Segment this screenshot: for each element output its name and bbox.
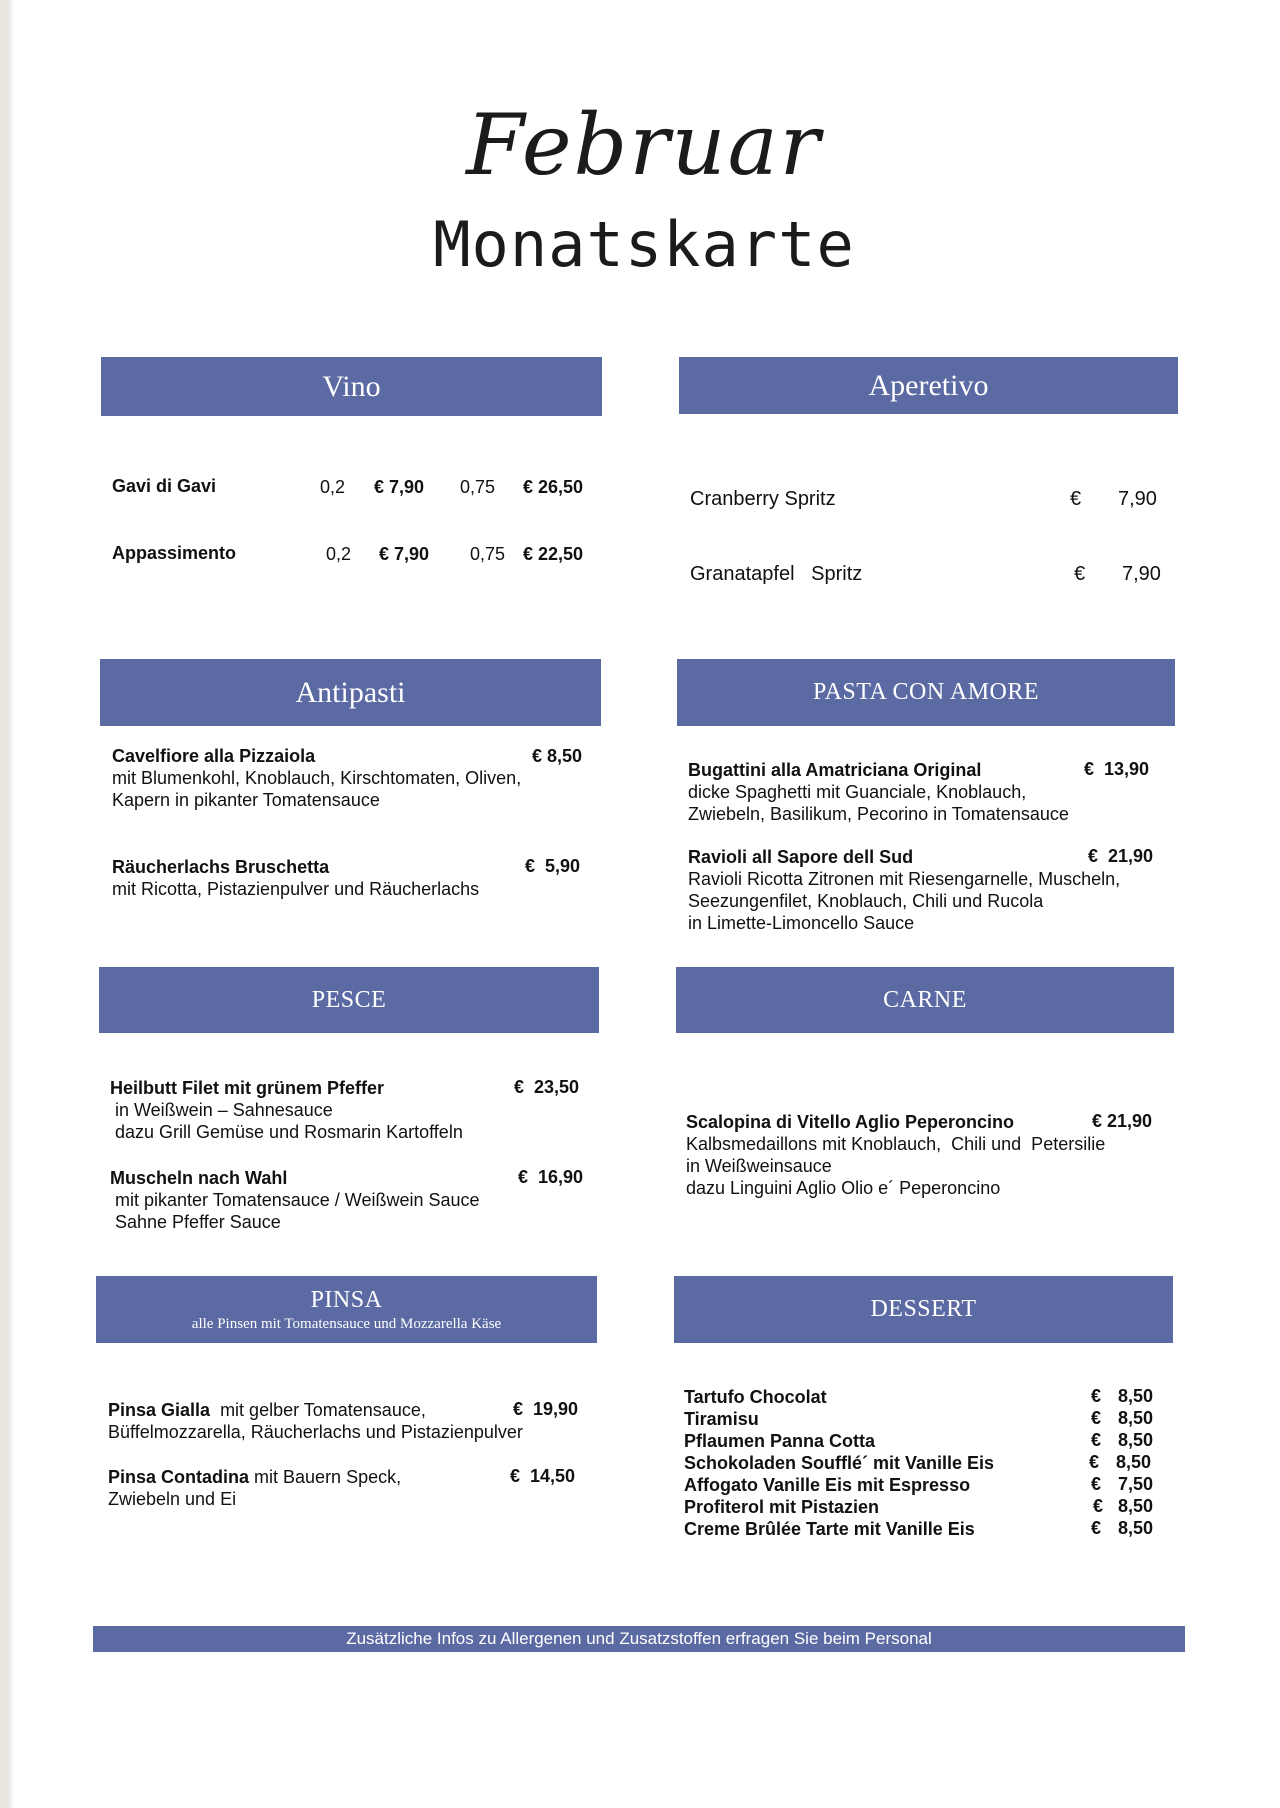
dish-description: dazu Grill Gemüse und Rosmarin Kartoffeln: [110, 1122, 463, 1142]
dessert-name: Profiterol mit Pistazien: [684, 1497, 880, 1517]
currency: €: [1091, 1430, 1102, 1450]
dish-description: Ravioli Ricotta Zitronen mit Riesengarnelle, Muscheln,: [688, 869, 1121, 889]
dish-description: Sahne Pfeffer Sauce: [110, 1212, 281, 1232]
dessert-name: Creme Brûlée Tarte mit Vanille Eis: [684, 1519, 975, 1539]
section-title: Aperetivo: [868, 368, 989, 402]
dessert-name: Affogato Vanille Eis mit Espresso: [684, 1475, 971, 1495]
drink-price: 7,90: [1122, 563, 1161, 585]
section-subtitle: alle Pinsen mit Tomatensauce und Mozzarella Käse: [191, 1315, 502, 1332]
wine-size-small: 0,2: [326, 544, 352, 564]
section-title: PASTA CON AMORE: [812, 679, 1040, 705]
drink-name: Cranberry Spritz: [690, 488, 836, 510]
section-header-pinsa: [96, 1276, 597, 1343]
currency: €: [1091, 1474, 1102, 1494]
currency: €: [1093, 1496, 1104, 1516]
dessert-price: 8,50: [1116, 1452, 1152, 1472]
dish-name: Räucherlachs Bruschetta: [112, 857, 330, 877]
dish-description: Zwiebeln, Basilikum, Pecorino in Tomatensauce: [688, 804, 1069, 824]
dish-description: mit pikanter Tomatensauce / Weißwein Sauce: [110, 1190, 480, 1210]
dish-line: [108, 1466, 401, 1488]
wine-price-bottle: € 26,50: [523, 477, 584, 497]
dish-description: Kapern in pikanter Tomatensauce: [112, 790, 380, 810]
dish-price: € 14,50: [510, 1466, 576, 1486]
dish-description: dazu Linguini Aglio Olio e´ Peperoncino: [686, 1178, 1001, 1198]
dish-name: Muscheln nach Wahl: [110, 1168, 288, 1188]
dish-price: € 21,90: [1092, 1111, 1153, 1131]
dish-name: Heilbutt Filet mit grünem Pfeffer: [110, 1078, 385, 1098]
section-header-vino: [101, 357, 602, 416]
dish-description: in Weißwein – Sahnesauce: [110, 1100, 333, 1120]
dish-description: mit Blumenkohl, Knoblauch, Kirschtomaten, Oliven,: [112, 768, 522, 788]
dessert-price: 8,50: [1118, 1408, 1154, 1428]
dish-inline-description: mit gelber Tomatensauce,: [210, 1400, 426, 1420]
dessert-price: 8,50: [1118, 1430, 1154, 1450]
dessert-price: 8,50: [1118, 1386, 1154, 1406]
wine-size-small: 0,2: [320, 477, 346, 497]
section-header-pesce: [99, 967, 599, 1033]
currency: €: [1091, 1408, 1102, 1428]
currency: €: [1070, 488, 1082, 510]
wine-size-bottle: 0,75: [460, 477, 496, 497]
dish-name: Pinsa Gialla: [108, 1400, 211, 1420]
drink-name: Granatapfel Spritz: [690, 563, 863, 585]
section-header-dessert: [674, 1276, 1173, 1343]
dish-name: Cavelfiore alla Pizzaiola: [112, 746, 316, 766]
allergen-footer: Zusätzliche Infos zu Allergenen und Zusatzstoffen erfragen Sie beim Personal: [93, 1626, 1185, 1652]
section-title: DESSERT: [870, 1296, 977, 1322]
dish-description: in Weißweinsauce: [686, 1156, 832, 1176]
dish-price: € 8,50: [532, 746, 583, 766]
wine-price-small: € 7,90: [379, 544, 430, 564]
currency: €: [1091, 1518, 1102, 1538]
section-title: PINSA: [310, 1286, 383, 1313]
dessert-price: 8,50: [1118, 1518, 1154, 1538]
section-header-aperetivo: [679, 357, 1178, 414]
dish-description: Zwiebeln und Ei: [108, 1489, 237, 1509]
dish-inline-description: mit Bauern Speck,: [249, 1467, 402, 1487]
wine-size-bottle: 0,75: [470, 544, 506, 564]
dish-name: Bugattini alla Amatriciana Original: [688, 760, 982, 780]
section-header-antipasti: [100, 659, 601, 726]
drink-price: 7,90: [1118, 488, 1157, 510]
dish-description: Kalbsmedaillons mit Knoblauch, Chili und Petersilie: [686, 1134, 1106, 1154]
dish-description: mit Ricotta, Pistazienpulver und Räucherlachs: [112, 879, 480, 899]
dish-price: € 19,90: [513, 1399, 579, 1419]
currency: €: [1091, 1386, 1102, 1406]
dessert-price: 8,50: [1118, 1496, 1154, 1516]
dish-price: € 13,90: [1084, 759, 1150, 779]
dessert-name: Schokoladen Soufflé´ mit Vanille Eis: [684, 1453, 995, 1473]
section-title: PESCE: [311, 986, 387, 1013]
section-title: Antipasti: [295, 675, 406, 709]
section-header-carne: [676, 967, 1174, 1033]
dish-description: Büffelmozzarella, Räucherlachs und Pistazienpulver: [108, 1422, 523, 1442]
dish-price: € 16,90: [518, 1167, 584, 1187]
section-title: CARNE: [883, 986, 967, 1013]
dish-line: [108, 1399, 426, 1421]
dessert-name: Tiramisu: [684, 1409, 759, 1429]
dessert-price: 7,50: [1118, 1474, 1154, 1494]
menu-sheet: [8, 0, 1280, 1808]
month-title: Februar: [466, 96, 822, 194]
section-header-pasta: [677, 659, 1175, 726]
dessert-name: Tartufo Chocolat: [684, 1387, 827, 1407]
wine-price-small: € 7,90: [374, 477, 425, 497]
dish-price: € 21,90: [1088, 846, 1154, 866]
dish-description: in Limette-Limoncello Sauce: [688, 913, 915, 933]
dish-description: dicke Spaghetti mit Guanciale, Knoblauch,: [688, 782, 1027, 802]
wine-price-bottle: € 22,50: [523, 544, 584, 564]
dish-name: Scalopina di Vitello Aglio Peperoncino: [686, 1112, 1015, 1132]
currency: €: [1089, 1452, 1100, 1472]
dessert-name: Pflaumen Panna Cotta: [684, 1431, 876, 1451]
wine-name: Gavi di Gavi: [112, 476, 217, 496]
dish-name: Pinsa Contadina: [108, 1467, 250, 1487]
dish-description: Seezungenfilet, Knoblauch, Chili und Rucola: [688, 891, 1044, 911]
section-title: Vino: [322, 369, 381, 403]
currency: €: [1074, 563, 1086, 585]
wine-name: Appassimento: [112, 543, 237, 563]
dish-price: € 23,50: [514, 1077, 580, 1097]
dish-name: Ravioli all Sapore dell Sud: [688, 847, 914, 867]
dish-price: € 5,90: [525, 856, 581, 876]
menu-title: Monatskarte: [433, 208, 855, 281]
